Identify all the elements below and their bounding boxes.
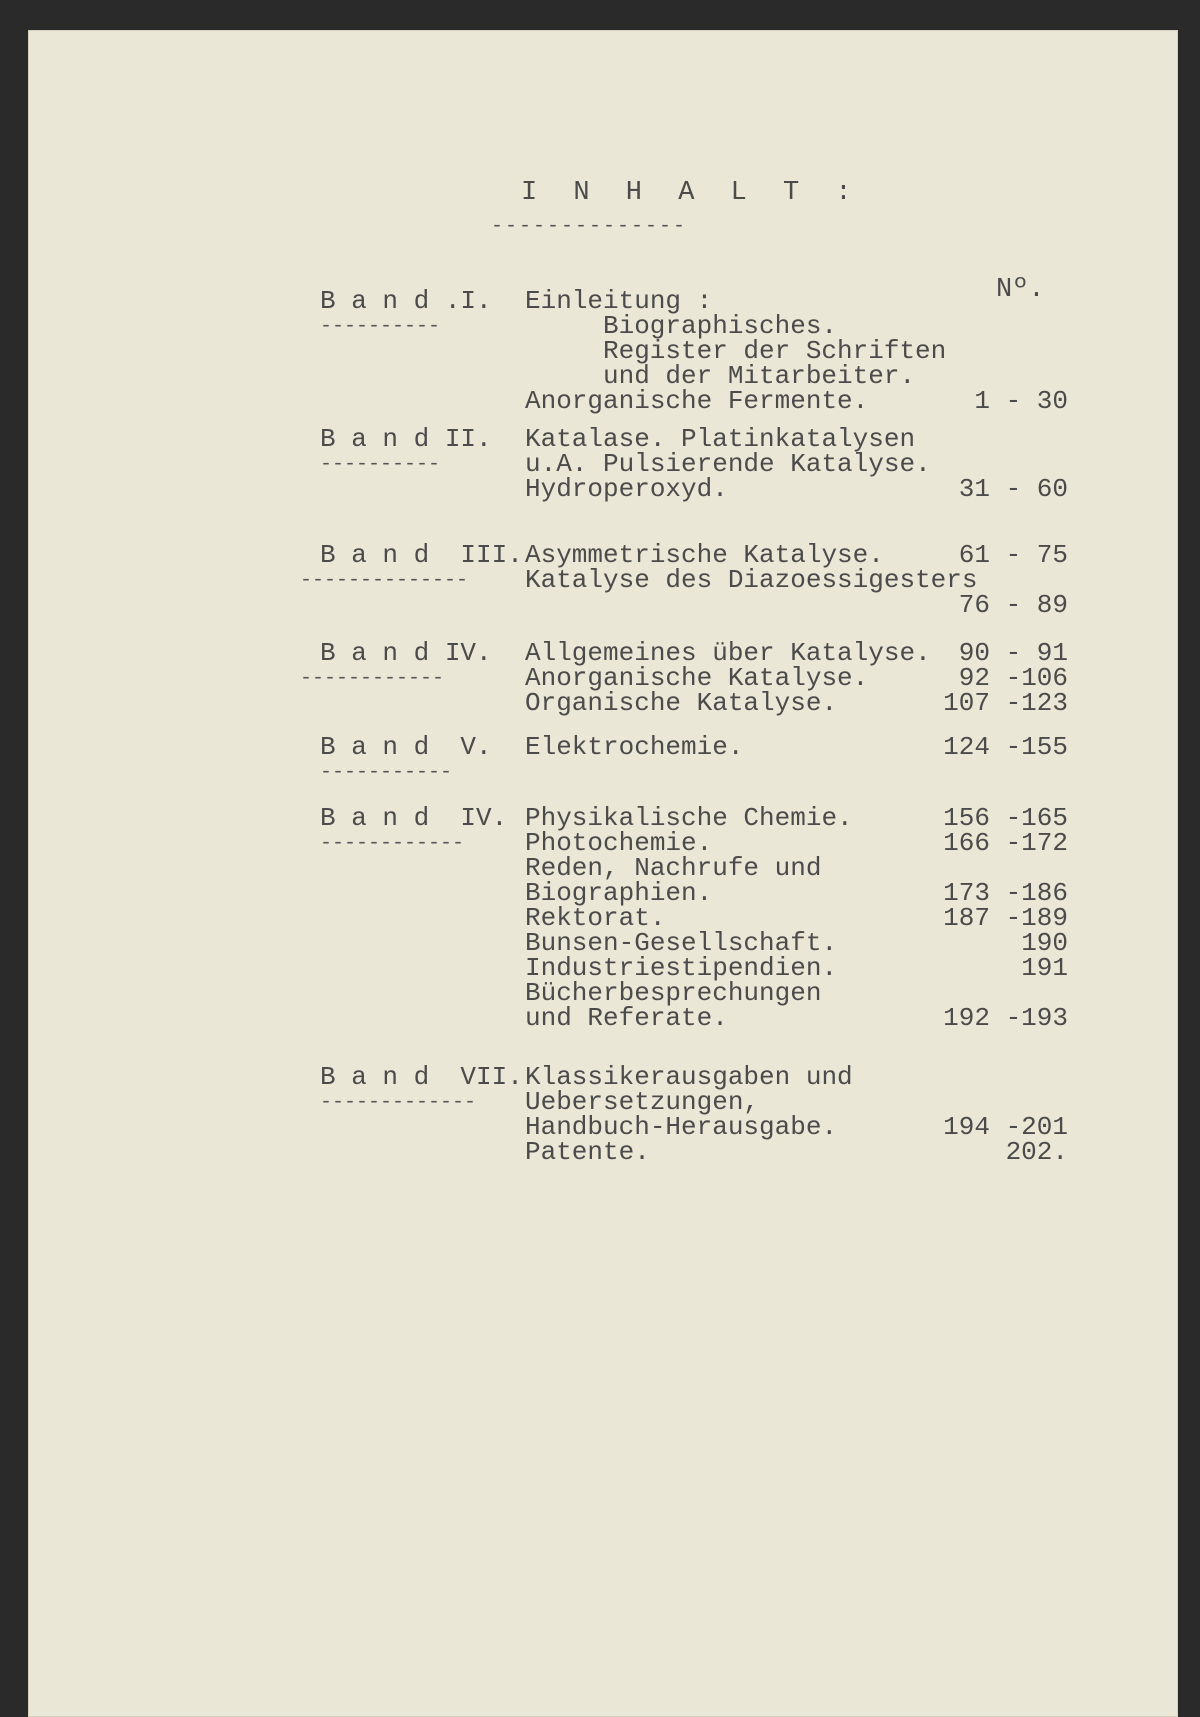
entry-pages: 194 -201 [943,1112,1068,1142]
entry-pages: 190 [1021,928,1068,958]
entry-pages: 187 -189 [943,903,1068,933]
entry-title: Physikalische Chemie. [525,803,853,833]
entry-title: Anorganische Fermente. [525,386,869,416]
band-underline: ---------- [320,315,441,338]
entry-title: Patente. [525,1137,650,1167]
band-label: B a n d V. [320,732,492,762]
entry-title: u.A. Pulsierende Katalyse. [525,449,931,479]
entry-pages: 192 -193 [943,1003,1068,1033]
entry-title: Organische Katalyse. [525,688,838,718]
entry-pages: 124 -155 [943,732,1068,762]
entry-pages: 76 - 89 [958,590,1068,620]
entry-title: Photochemie. [525,828,713,858]
band-label: B a n d IV. [320,803,508,833]
band-label: B a n d IV. [320,638,492,668]
band-underline: ----------- [320,761,453,784]
band-label: B a n d .I. [320,286,492,316]
entry-title: Elektrochemie. [525,732,744,762]
entry-title: und Referate. [525,1003,728,1033]
band-label: B a n d II. [320,424,492,454]
entry-title: Bunsen-Gesellschaft. [525,928,838,958]
entry-title: Rektorat. [525,903,666,933]
entry-pages: 191 [1021,953,1068,983]
entry-title: Biographisches. [603,311,838,341]
band-underline: ------------- [320,1091,477,1114]
entry-title: Reden, Nachrufe und [525,853,822,883]
entry-title: Asymmetrische Katalyse. [525,540,884,570]
entry-title: Katalyse des Diazoessigesters [525,565,978,595]
entry-title: und der Mitarbeiter. [603,361,916,391]
title-underline: -------------- [491,215,688,238]
document-page [28,30,1178,1717]
entry-title: Handbuch-Herausgabe. [525,1112,838,1142]
entry-title: Hydroperoxyd. [525,474,728,504]
entry-title: Industriestipendien. [525,953,838,983]
number-column-header: Nº. [996,275,1045,305]
entry-pages: 90 - 91 [958,638,1068,668]
entry-title: Register der Schriften [603,336,947,366]
entry-title: Bücherbesprechungen [525,978,822,1008]
entry-pages: 61 - 75 [958,540,1068,570]
entry-title: Klassikerausgaben und [525,1062,853,1092]
band-underline: ------------ [300,667,445,690]
band-label: B a n d III. [320,540,523,570]
entry-pages: 173 -186 [943,878,1068,908]
entry-pages: 1 - 30 [974,386,1068,416]
entry-pages: 166 -172 [943,828,1068,858]
entry-title: Uebersetzungen, [525,1087,760,1117]
band-underline: ---------- [320,453,441,476]
entry-title: Einleitung : [525,286,713,316]
entry-title: Anorganische Katalyse. [525,663,869,693]
entry-pages: 92 -106 [958,663,1068,693]
band-underline: ------------ [320,832,465,855]
band-underline: -------------- [300,569,469,592]
entry-title: Katalase. Platinkatalysen [525,424,916,454]
entry-pages: 31 - 60 [958,474,1068,504]
band-label: B a n d VII. [320,1062,523,1092]
entry-pages: 156 -165 [943,803,1068,833]
page-title: I N H A L T : [521,178,862,208]
entry-pages: 202. [1005,1137,1068,1167]
entry-title: Allgemeines über Katalyse. [525,638,931,668]
entry-pages: 107 -123 [943,688,1068,718]
entry-title: Biographien. [525,878,713,908]
